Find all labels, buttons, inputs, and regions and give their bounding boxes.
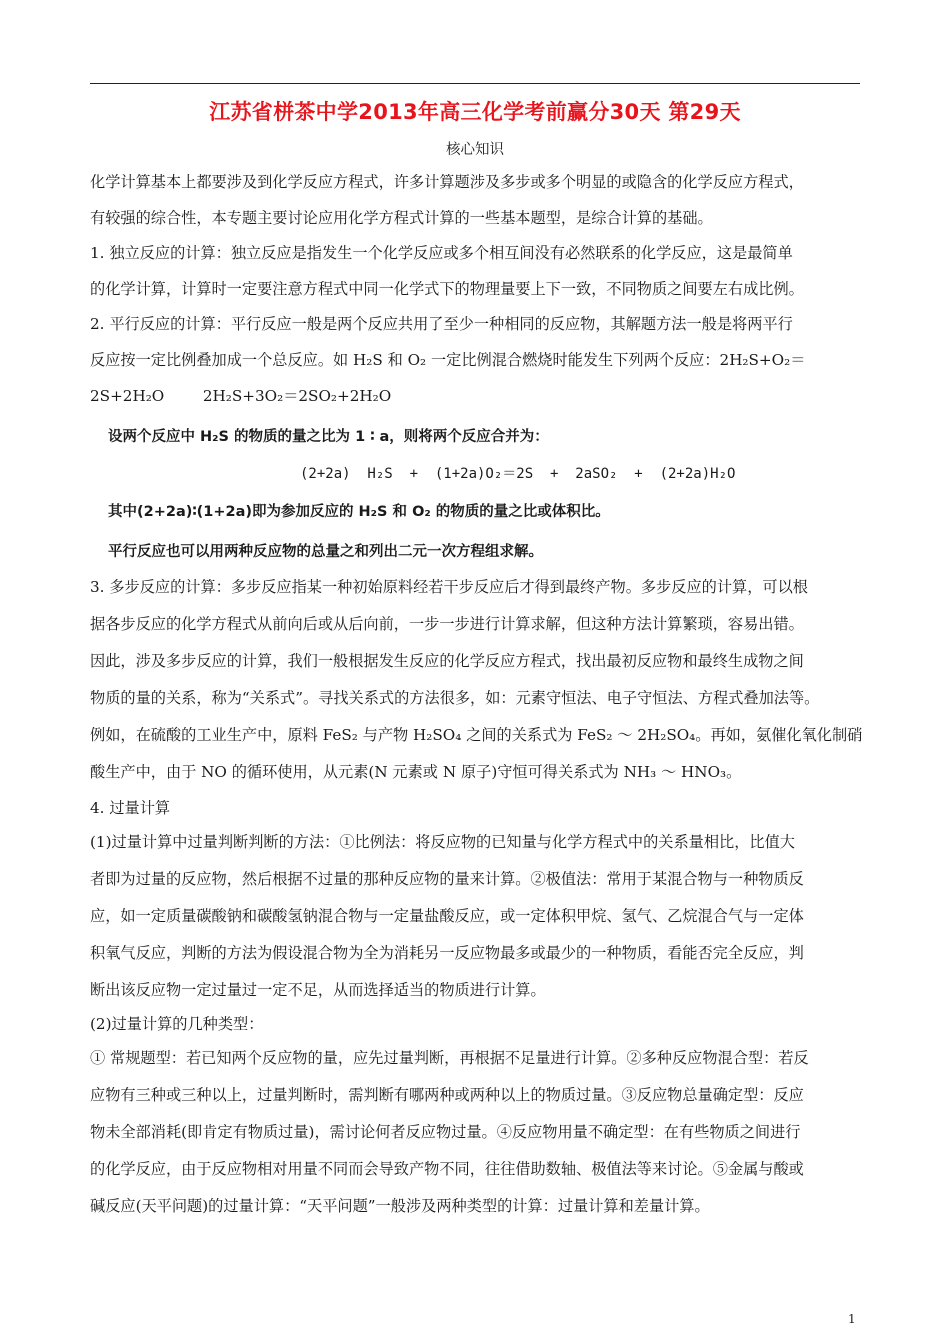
text-line: 据各步反应的化学方程式从前向后或从后向前，一步一步进行计算求解，但这种方法计算繁琐，容易出错。 — [90, 615, 804, 633]
text-line: 因此，涉及多步反应的计算，我们一般根据发生反应的化学反应方程式，找出最初反应物和最终生成物之间 — [90, 652, 804, 670]
header-rule — [90, 83, 860, 84]
text-line: 3. 多步反应的计算：多步反应指某一种初始原料经若干步反应后才得到最终产物。多步反应的计算，可以根 — [90, 578, 808, 596]
text-line: 积氧气反应，判断的方法为假设混合物为全为消耗另一反应物最多或最少的一种物质，看能否完全反应，判 — [90, 944, 804, 962]
text-line: 断出该反应物一定过量过一定不足，从而选择适当的物质进行计算。 — [90, 981, 546, 999]
scan-text-line: 其中(2+2a)∶(1+2a)即为参加反应的 H₂S 和 O₂ 的物质的量之比或体积比。 — [108, 504, 610, 520]
text-line: 例如，在硫酸的工业生产中，原料 FeS₂ 与产物 H₂SO₄ 之间的关系式为 FeS₂ ～ 2H₂SO₄。再如，氨催化氧化制硝 — [90, 726, 862, 744]
page-number: 1 — [848, 1312, 856, 1326]
combined-equation: (2+2a) H₂S + (1+2a)O₂＝2S + 2aSO₂ + (2+2a)H₂O — [300, 466, 736, 482]
section-heading: 核心知识 — [446, 142, 504, 158]
text-line: 1. 独立反应的计算：独立反应是指发生一个化学反应或多个相互间没有必然联系的化学反应，这是最简单 — [90, 244, 793, 262]
scan-text-line: 平行反应也可以用两种反应物的总量之和列出二元一次方程组求解。 — [108, 544, 543, 560]
document-title: 江苏省栟茶中学2013年高三化学考前赢分30天 第29天 — [209, 100, 741, 124]
text-line: 有较强的综合性，本专题主要讨论应用化学方程式计算的一些基本题型，是综合计算的基础。 — [90, 209, 713, 227]
text-line: 物未全部消耗(即肯定有物质过量)，需讨论何者反应物过量。④反应物用量不确定型：在有些物质之间进行 — [90, 1123, 801, 1141]
text-line: 碱反应(天平问题)的过量计算：“天平问题”一般涉及两种类型的计算：过量计算和差量计算。 — [90, 1197, 710, 1215]
text-line: 者即为过量的反应物，然后根据不过量的那种反应物的量来计算。②极值法：常用于某混合物与一种物质反 — [90, 870, 804, 888]
text-line: 应，如一定质量碳酸钠和碳酸氢钠混合物与一定量盐酸反应，或一定体积甲烷、氢气、乙烷混合气与一定体 — [90, 907, 804, 925]
text-line: 物质的量的关系，称为“关系式”。寻找关系式的方法很多，如：元素守恒法、电子守恒法、方程式叠加法等。 — [90, 689, 820, 707]
text-line: 酸生产中，由于 NO 的循环使用，从元素(N 元素或 N 原子)守恒可得关系式为 NH₃ ～ HNO₃。 — [90, 763, 742, 781]
scan-text-line: 设两个反应中 H₂S 的物质的量之比为 1 ∶ a，则将两个反应合并为： — [108, 429, 549, 445]
equation-line: 2S+2H₂O 2H₂S+3O₂＝2SO₂+2H₂O — [90, 387, 392, 405]
text-line: 反应按一定比例叠加成一个总反应。如 H₂S 和 O₂ 一定比例混合燃烧时能发生下列两个反应：2H₂S+O₂＝ — [90, 351, 806, 369]
text-line: 化学计算基本上都要涉及到化学反应方程式，许多计算题涉及多步或多个明显的或隐含的化学反应方程式， — [90, 173, 804, 191]
text-line: 的化学计算，计算时一定要注意方程式中同一化学式下的物理量要上下一致，不同物质之间要左右成比例。 — [90, 280, 804, 298]
text-line: 的化学反应，由于反应物相对用量不同而会导致产物不同，往往借助数轴、极值法等来讨论。⑤金属与酸或 — [90, 1160, 804, 1178]
text-line: 应物有三种或三种以上，过量判断时，需判断有哪两种或两种以上的物质过量。③反应物总量确定型：反应 — [90, 1086, 804, 1104]
text-line: ① 常规题型：若已知两个反应物的量，应先过量判断，再根据不足量进行计算。②多种反应物混合型：若反 — [90, 1049, 809, 1067]
text-line: 2. 平行反应的计算：平行反应一般是两个反应共用了至少一种相同的反应物，其解题方法一般是将两平行 — [90, 315, 793, 333]
text-line: (1)过量计算中过量判断判断的方法：①比例法：将反应物的已知量与化学方程式中的关系量相比，比值大 — [90, 833, 795, 851]
section-heading-line: 4. 过量计算 — [90, 799, 171, 817]
text-line: (2)过量计算的几种类型： — [90, 1015, 264, 1033]
